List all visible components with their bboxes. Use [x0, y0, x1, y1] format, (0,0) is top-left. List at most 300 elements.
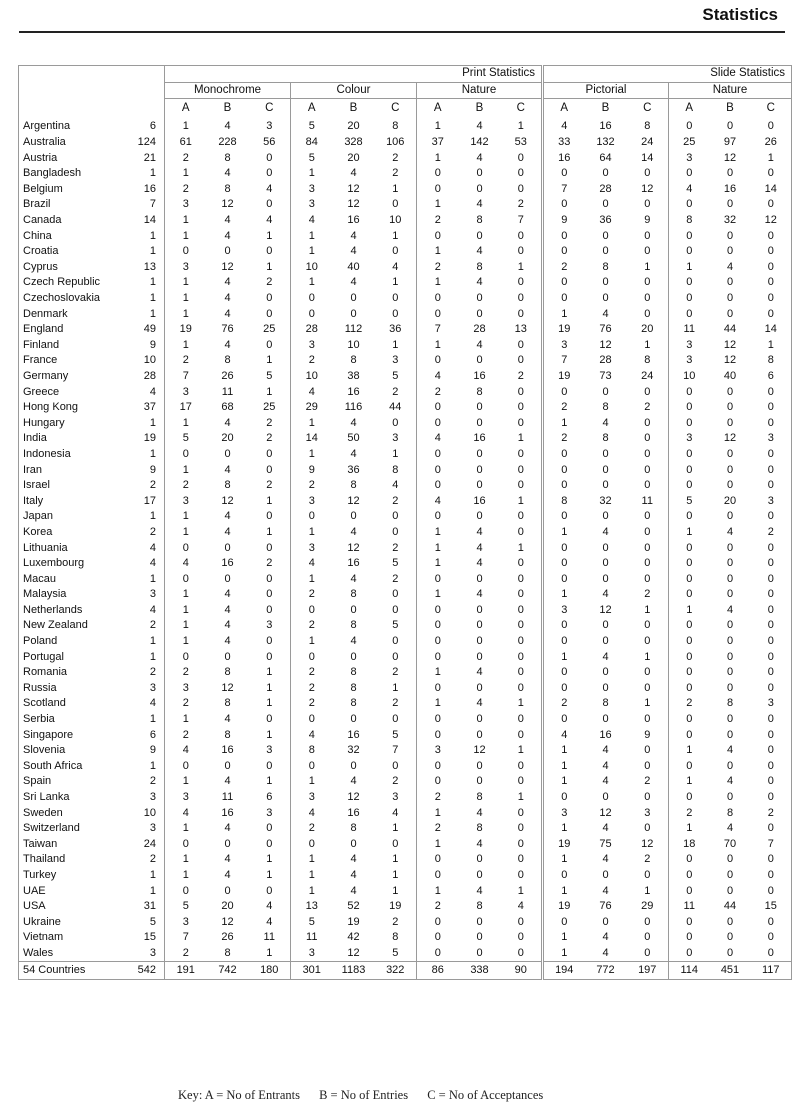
stat-cell: 4 — [602, 416, 609, 429]
stat-cell: 7 — [375, 743, 417, 759]
stat-cell: 0 — [686, 681, 693, 694]
stat-cell: 0 — [686, 510, 693, 523]
stat-cell: 0 — [767, 276, 774, 289]
country-total: 1 — [127, 634, 165, 650]
stat-cell: 0 — [375, 415, 417, 431]
stat-cell: 9 — [627, 213, 669, 229]
stat-cell: 1 — [249, 260, 291, 276]
country-name: Indonesia — [23, 447, 71, 460]
stat-cell: 19 — [347, 915, 360, 928]
stat-cell: 4 — [308, 806, 315, 819]
stat-cell: 25 — [249, 322, 291, 338]
table-row — [19, 665, 792, 681]
table-row — [19, 275, 792, 291]
stat-cell: 1 — [249, 946, 291, 962]
stat-cell: 0 — [686, 884, 693, 897]
stat-cell: 19 — [558, 369, 571, 382]
stat-cell: 0 — [476, 447, 483, 460]
stat-cell: 2 — [308, 619, 315, 632]
stat-cell: 0 — [501, 166, 543, 182]
stat-cell: 12 — [347, 198, 360, 211]
stat-cell: 9 — [561, 214, 568, 227]
stat-cell: 0 — [726, 946, 734, 959]
stat-cell: 0 — [561, 167, 568, 180]
stat-cell: 0 — [249, 883, 291, 899]
stat-cell: 0 — [726, 307, 734, 320]
stat-cell: 0 — [375, 197, 417, 213]
stat-cell: 0 — [501, 244, 543, 260]
stat-cell: 0 — [375, 509, 417, 525]
stat-cell: 0 — [627, 462, 669, 478]
stat-cell: 19 — [558, 323, 571, 336]
country-name: Spain — [23, 775, 52, 788]
stat-cell: 1 — [182, 416, 189, 429]
stat-cell: 0 — [627, 244, 669, 260]
stat-cell: 0 — [726, 245, 734, 258]
stat-cell: 0 — [726, 853, 734, 866]
stat-cell: 0 — [501, 665, 543, 681]
stat-cell: 0 — [726, 915, 734, 928]
stat-cell: 2 — [767, 525, 774, 538]
stat-cell: 1 — [182, 307, 189, 320]
stat-cell: 15 — [764, 900, 777, 913]
stat-cell: 1 — [561, 650, 568, 663]
stat-cell: 0 — [375, 291, 417, 307]
stat-cell: 451 — [710, 962, 751, 980]
stat-cell: 3 — [767, 697, 774, 710]
stat-cell: 322 — [375, 962, 417, 980]
country-name: Bangladesh — [23, 167, 82, 180]
stat-cell: 8 — [375, 462, 417, 478]
stat-cell: 1 — [182, 167, 189, 180]
stat-cell: 3 — [686, 432, 693, 445]
stat-cell: 0 — [434, 868, 441, 881]
stat-cell: 0 — [627, 759, 669, 775]
stat-cell: 11 — [221, 791, 234, 804]
table-row — [19, 478, 792, 494]
stat-cell: 1 — [308, 167, 315, 180]
stat-cell: 0 — [501, 306, 543, 322]
stat-cell: 0 — [249, 166, 291, 182]
stat-cell: 3 — [561, 806, 568, 819]
stat-cell: 7 — [434, 323, 441, 336]
stat-cell: 1 — [308, 775, 315, 788]
stat-cell: 1 — [686, 260, 693, 273]
table-row — [19, 696, 792, 712]
stat-cell: 0 — [686, 915, 693, 928]
stat-cell: 38 — [347, 369, 360, 382]
stat-cell: 0 — [627, 509, 669, 525]
stat-cell: 4 — [476, 806, 483, 819]
stat-cell: 7 — [182, 931, 189, 944]
stat-cell: 0 — [726, 666, 734, 679]
stat-cell: 0 — [767, 713, 774, 726]
stat-cell: 0 — [602, 385, 609, 398]
stat-cell: 0 — [434, 681, 441, 694]
stat-cell: 19 — [558, 900, 571, 913]
stat-cell: 90 — [501, 962, 543, 980]
table-row — [19, 400, 792, 416]
stat-cell: 0 — [434, 292, 441, 305]
stat-cell: 4 — [308, 557, 315, 570]
stat-cell: 0 — [501, 447, 543, 463]
stat-cell: 0 — [767, 229, 774, 242]
stat-cell: 0 — [686, 447, 693, 460]
stat-cell: 0 — [561, 619, 568, 632]
stat-cell: 4 — [224, 167, 231, 180]
country-name: Canada — [23, 214, 62, 227]
stat-cell: 0 — [350, 713, 357, 726]
stat-cell: 4 — [602, 744, 609, 757]
stat-cell: 19 — [375, 899, 417, 915]
stat-cell: 0 — [476, 946, 483, 959]
stat-cell: 2 — [434, 260, 441, 273]
stat-cell: 4 — [249, 182, 291, 198]
stat-cell: 228 — [218, 136, 237, 149]
stat-cell: 0 — [627, 384, 669, 400]
stat-cell: 1 — [434, 151, 441, 164]
stat-cell: 44 — [375, 400, 417, 416]
stat-cell: 4 — [224, 713, 231, 726]
stat-cell: 0 — [561, 510, 568, 523]
stat-cell: 4 — [476, 557, 483, 570]
stat-cell: 1 — [308, 229, 315, 242]
country-total: 1 — [127, 759, 165, 775]
stat-cell: 3 — [686, 151, 693, 164]
country-name: Korea — [23, 525, 53, 538]
stat-cell: 4 — [602, 525, 609, 538]
stat-cell: 0 — [476, 416, 483, 429]
stat-cell: 0 — [375, 712, 417, 728]
country-total: 3 — [127, 587, 165, 603]
stat-cell: 3 — [308, 791, 315, 804]
country-total: 1 — [127, 228, 165, 244]
stat-cell: 3 — [767, 432, 774, 445]
stat-cell: 16 — [723, 182, 737, 195]
stat-cell: 3 — [434, 744, 441, 757]
table-row — [19, 852, 792, 868]
country-name: Scotland — [23, 697, 66, 710]
stat-cell: 0 — [726, 276, 734, 289]
stat-cell: 0 — [726, 931, 734, 944]
stat-cell: 197 — [627, 962, 669, 980]
table-row — [19, 197, 792, 213]
stat-cell: 0 — [476, 728, 483, 741]
stat-cell: 8 — [224, 354, 231, 367]
stat-cell: 0 — [434, 447, 441, 460]
stat-cell: 0 — [602, 463, 609, 476]
stat-cell: 16 — [347, 385, 360, 398]
country-total: 4 — [127, 696, 165, 712]
stat-cell: 0 — [767, 245, 774, 258]
table-row — [19, 260, 792, 276]
stat-cell: 0 — [686, 666, 693, 679]
stat-cell: 4 — [224, 292, 231, 305]
stat-cell: 1 — [627, 603, 669, 619]
stat-cell: 0 — [308, 510, 315, 523]
country-name: France — [23, 354, 58, 367]
stat-cell: 16 — [473, 369, 486, 382]
stat-cell: 4 — [350, 167, 357, 180]
stat-cell: 0 — [726, 229, 734, 242]
stat-cell: 0 — [627, 914, 669, 930]
stat-cell: 0 — [767, 635, 774, 648]
stat-cell: 16 — [599, 120, 612, 133]
stat-cell: 4 — [182, 744, 189, 757]
stat-cell: 8 — [602, 432, 609, 445]
stat-cell: 16 — [473, 432, 486, 445]
table-row — [19, 117, 792, 135]
stat-cell: 0 — [686, 572, 693, 585]
stat-cell: 5 — [308, 151, 315, 164]
stat-cell: 0 — [627, 447, 669, 463]
country-name: Serbia — [23, 713, 55, 726]
stat-cell: 0 — [501, 415, 543, 431]
stat-cell: 0 — [501, 946, 543, 962]
stat-cell: 0 — [308, 713, 315, 726]
stat-cell: 1 — [561, 946, 568, 959]
stat-cell: 1 — [182, 822, 189, 835]
stat-cell: 16 — [599, 728, 612, 741]
country-name: Belgium — [23, 182, 63, 195]
subcolumn-header: B — [223, 101, 232, 114]
country-name: Singapore — [23, 728, 74, 741]
stat-cell: 0 — [602, 635, 609, 648]
country-total: 1 — [127, 571, 165, 587]
stat-cell: 3 — [182, 915, 189, 928]
table-row — [19, 431, 792, 447]
stat-cell: 1 — [561, 775, 568, 788]
stat-cell: 1 — [434, 541, 441, 554]
stat-cell: 1 — [686, 525, 693, 538]
table-row — [19, 228, 792, 244]
country-name: USA — [23, 900, 46, 913]
stat-cell: 4 — [375, 805, 417, 821]
stat-cell: 2 — [561, 432, 568, 445]
stat-cell: 0 — [249, 587, 291, 603]
stat-cell: 0 — [476, 603, 483, 616]
stat-cell: 1 — [561, 759, 568, 772]
stat-cell: 0 — [686, 541, 693, 554]
subcolumn-header: C — [627, 99, 669, 118]
stat-cell: 0 — [434, 775, 441, 788]
stat-cell: 0 — [224, 884, 231, 897]
stat-cell: 4 — [224, 416, 231, 429]
stat-cell: 0 — [686, 713, 693, 726]
stat-cell: 1 — [375, 228, 417, 244]
stat-cell: 12 — [347, 494, 360, 507]
stat-cell: 1 — [375, 681, 417, 697]
stat-cell: 1 — [501, 431, 543, 447]
stat-cell: 2 — [308, 697, 315, 710]
stat-cell: 0 — [375, 603, 417, 619]
country-name: Cyprus — [23, 260, 58, 273]
stat-cell: 0 — [375, 634, 417, 650]
stat-cell: 0 — [686, 868, 693, 881]
stat-cell: 0 — [767, 666, 774, 679]
totals-row — [19, 962, 792, 980]
stat-cell: 0 — [434, 479, 441, 492]
stat-cell: 132 — [596, 136, 615, 149]
stat-cell: 0 — [726, 463, 734, 476]
stat-cell: 10 — [347, 338, 360, 351]
stat-cell: 1 — [627, 649, 669, 665]
stat-cell: 1 — [434, 198, 441, 211]
stat-cell: 40 — [347, 260, 360, 273]
stat-cell: 8 — [726, 806, 734, 819]
stat-cell: 0 — [767, 307, 774, 320]
stat-cell: 1 — [434, 666, 441, 679]
stat-cell: 1 — [308, 884, 315, 897]
stat-cell: 2 — [182, 946, 189, 959]
stat-cell: 4 — [476, 666, 483, 679]
stat-cell: 0 — [767, 759, 774, 772]
stat-cell: 0 — [476, 182, 483, 195]
stat-cell: 1 — [308, 635, 315, 648]
stat-cell: 3 — [182, 494, 189, 507]
country-total: 10 — [127, 805, 165, 821]
stat-cell: 4 — [602, 853, 609, 866]
stat-cell: 0 — [249, 447, 291, 463]
stat-cell: 0 — [686, 198, 693, 211]
stat-cell: 0 — [476, 401, 483, 414]
stat-cell: 1 — [627, 338, 669, 354]
stat-cell: 8 — [224, 182, 231, 195]
stat-cell: 5 — [308, 915, 315, 928]
table-row — [19, 369, 792, 385]
table-header — [19, 66, 792, 118]
stat-cell: 4 — [476, 837, 483, 850]
stat-cell: 4 — [726, 822, 734, 835]
stat-cell: 1 — [434, 120, 441, 133]
stat-cell: 1 — [182, 853, 189, 866]
stat-cell: 4 — [602, 822, 609, 835]
stat-cell: 0 — [726, 868, 734, 881]
stat-cell: 0 — [476, 915, 483, 928]
key-b: B = No of Entries — [319, 1088, 409, 1102]
stat-cell: 0 — [249, 712, 291, 728]
stat-cell: 0 — [602, 915, 609, 928]
stat-cell: 0 — [182, 447, 189, 460]
stat-cell: 8 — [350, 681, 357, 694]
stat-cell: 16 — [347, 806, 360, 819]
stat-cell: 36 — [375, 322, 417, 338]
stat-cell: 0 — [686, 759, 693, 772]
header-blank — [19, 66, 127, 83]
stat-cell: 0 — [767, 619, 774, 632]
stat-cell: 1 — [375, 821, 417, 837]
stat-cell: 0 — [501, 384, 543, 400]
subcolumn-header: B — [601, 101, 610, 114]
stat-cell: 2 — [308, 681, 315, 694]
stat-cell: 0 — [627, 306, 669, 322]
country-total: 24 — [127, 837, 165, 853]
stat-cell: 2 — [249, 431, 291, 447]
stat-cell: 20 — [723, 494, 737, 507]
stat-cell: 76 — [599, 323, 612, 336]
stat-cell: 2 — [375, 150, 417, 166]
subcolumn-header-row — [19, 99, 792, 118]
stat-cell: 13 — [501, 322, 543, 338]
stat-cell: 0 — [767, 167, 774, 180]
table-row — [19, 384, 792, 400]
stat-cell: 29 — [305, 401, 318, 414]
stat-cell: 0 — [375, 759, 417, 775]
country-total: 9 — [127, 462, 165, 478]
stat-cell: 1 — [561, 416, 568, 429]
stat-cell: 2 — [308, 479, 315, 492]
stat-cell: 0 — [501, 712, 543, 728]
stat-cell: 1 — [434, 588, 441, 601]
stat-cell: 2 — [308, 354, 315, 367]
stat-cell: 0 — [434, 572, 441, 585]
stat-cell: 2 — [375, 166, 417, 182]
stat-cell: 0 — [627, 665, 669, 681]
stat-cell: 0 — [308, 650, 315, 663]
stat-cell: 0 — [434, 463, 441, 476]
country-total: 4 — [127, 384, 165, 400]
stat-cell: 0 — [501, 338, 543, 354]
stat-cell: 0 — [501, 571, 543, 587]
stat-cell: 0 — [627, 930, 669, 946]
stat-cell: 8 — [308, 744, 315, 757]
stat-cell: 10 — [375, 213, 417, 229]
stat-cell: 4 — [224, 525, 231, 538]
stat-cell: 0 — [561, 463, 568, 476]
stat-cell: 4 — [308, 214, 315, 227]
stat-cell: 0 — [501, 914, 543, 930]
stat-cell: 0 — [308, 837, 315, 850]
country-total: 4 — [127, 603, 165, 619]
stat-cell: 0 — [627, 275, 669, 291]
stat-cell: 0 — [726, 650, 734, 663]
stat-cell: 68 — [221, 401, 234, 414]
stat-cell: 0 — [476, 229, 483, 242]
stat-cell: 0 — [375, 837, 417, 853]
stat-cell: 4 — [602, 884, 609, 897]
stat-cell: 0 — [501, 618, 543, 634]
stat-cell: 0 — [434, 182, 441, 195]
stat-cell: 12 — [723, 338, 737, 351]
stat-cell: 1 — [561, 884, 568, 897]
stat-cell: 8 — [224, 151, 231, 164]
stat-cell: 26 — [764, 136, 777, 149]
stat-cell: 0 — [249, 837, 291, 853]
stat-cell: 2 — [249, 478, 291, 494]
stat-cell: 26 — [221, 931, 234, 944]
stat-cell: 70 — [723, 837, 737, 850]
stat-cell: 0 — [627, 556, 669, 572]
stat-cell: 0 — [249, 462, 291, 478]
stat-cell: 1 — [308, 853, 315, 866]
stat-cell: 0 — [434, 307, 441, 320]
stat-cell: 3 — [182, 681, 189, 694]
stat-cell: 12 — [473, 744, 486, 757]
table-row — [19, 353, 792, 369]
stat-cell: 0 — [561, 292, 568, 305]
stat-cell: 0 — [375, 306, 417, 322]
table-row — [19, 415, 792, 431]
stat-cell: 0 — [501, 275, 543, 291]
stat-cell: 8 — [561, 494, 568, 507]
stat-cell: 2 — [182, 728, 189, 741]
country-name: Poland — [23, 635, 58, 648]
stat-cell: 0 — [767, 120, 774, 133]
stat-cell: 28 — [599, 354, 612, 367]
stat-cell: 8 — [627, 353, 669, 369]
stat-cell: 0 — [767, 479, 774, 492]
country-name: Russia — [23, 681, 57, 694]
